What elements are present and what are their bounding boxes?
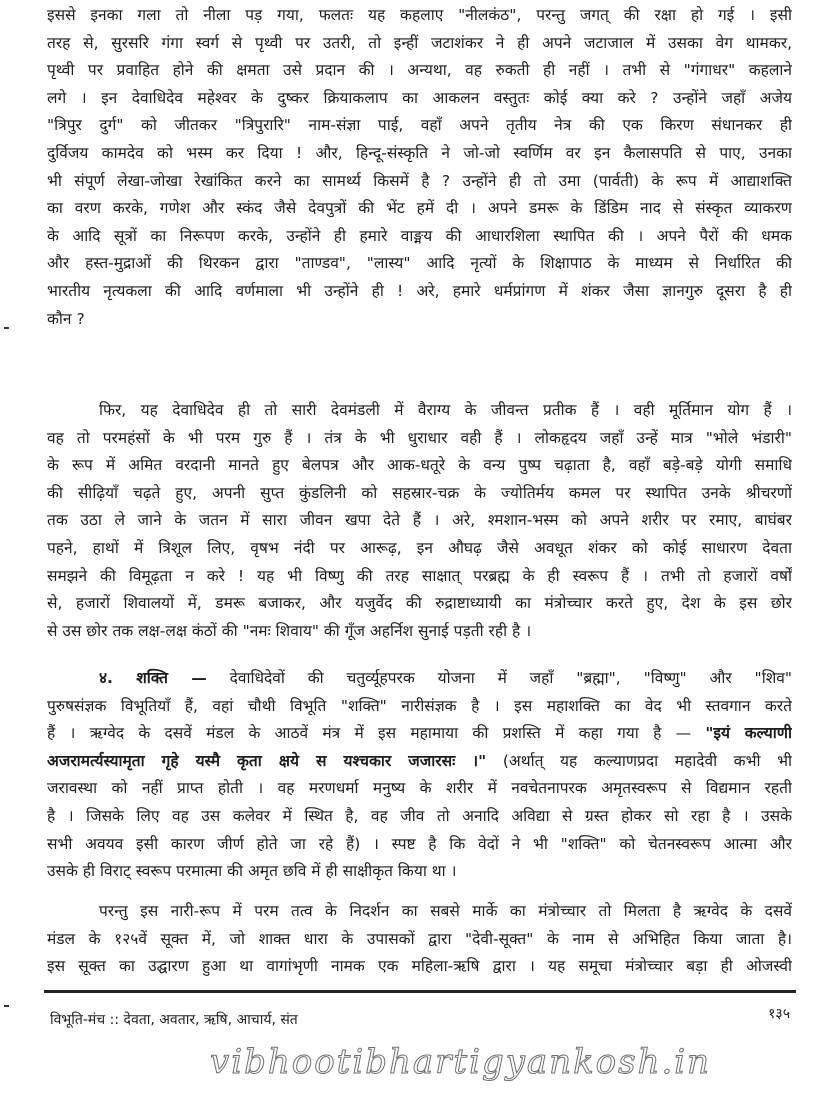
paragraph (47, 665, 792, 886)
bold-text: ४. शक्ति — (99, 669, 207, 687)
text-line (47, 535, 792, 563)
text-segment: हैं । ऋग्वेद के दसवें मंडल के आठवें मंत्र में इस महामाया की प्रशस्ति में कहा गया है — (47, 724, 706, 743)
text-segment: (अर्थात् यह कल्याणप्रदा महादेवी कभी भी (486, 751, 792, 770)
text-segment: देवाधिदेवों की चतुर्व्यूहपरक योजना में जहाँ "ब्रह्मा", "विष्णु" और "शिव" (206, 669, 792, 687)
text-line (47, 665, 792, 693)
text-segment: की सीढ़ियाँ चढ़ते हुए, अपनी सुप्त कुंडलिनी को सहस्रार-चक्र के ज्योतिर्मय कमल पर स्थापित उनके श्रीचरणों (47, 483, 792, 502)
bold-text: "इयं कल्याणी (705, 724, 792, 743)
text-segment: जरावस्था को नहीं प्राप्त होती । वह मरणधर्मा मनुष्य के शरीर में नवचेतनापरक अमृतस्वरूप से विद्यमान रहती (47, 779, 792, 798)
text-line (47, 693, 792, 721)
text-segment: कौन ? (47, 309, 85, 328)
text-segment: पुरुषसंज्ञक विभूतियाँ हैं, वहां चौथी विभूति "शक्ति" नारीसंज्ञक है । इस महाशक्ति का वेद भी स्तवगान करते (47, 696, 792, 715)
text-segment: से, हजारों शिवालयों में, डमरू बजाकर, और यजुर्वेद की रुद्राष्टाध्यायी का मंत्रोच्चार करते हुए, देश के इस छोर (47, 594, 792, 613)
scan-mark (4, 1005, 9, 1007)
text-segment: है । जिसके लिए वह उस कलेवर में स्थित है, वह जीव तो अनादि अविद्या से ग्रस्त होकर सो रहा है । उसके (47, 806, 792, 825)
text-line (47, 775, 792, 803)
text-segment: दुर्विजय कामदेव को भस्म कर दिया ! और, हिन्दू-संस्कृति ने जो-जो स्वर्णिम वर इन कैलासपति से पाए, उनका (47, 143, 792, 162)
text-segment: तक उठा ले जाने के जतन में सारा जीवन खपा देते हैं । अरे, श्मशान-भस्म को अपने शरीर पर रमाए, बाघंबर (47, 511, 792, 530)
text-line (47, 112, 792, 140)
paragraph (47, 2, 792, 333)
text-segment: के रूप में अमित वरदानी मानते हुए बेलपत्र और आक-धतूरे के वन्य पुष्प चढ़ाता है, वहाँ बड़े-बड़े योगी समाधि (47, 456, 792, 475)
text-line (47, 223, 792, 251)
text-segment: समझने की विमूढ़ता न करे ! यह भी विष्णु की तरह साक्षात् परब्रह्म के ही स्वरूप हैं । तभी तो हजारों वर्षों (47, 566, 792, 585)
footer-rule (44, 990, 796, 993)
text-segment: "त्रिपुर दुर्ग" को जीतकर "त्रिपुरारि" नाम-संज्ञा पाई, वहाँ अपने तृतीय नेत्र की एक किरण संधानकर ही (47, 116, 792, 135)
text-segment: पृथ्वी पर प्रवाहित होने की क्षमता उसे प्रदान की । अन्यथा, वह रुकती ही नहीं । तभी से "गंगाधर" कहलाने (47, 61, 792, 80)
text-line (47, 720, 792, 748)
scan-mark (4, 327, 9, 329)
page-number: १३५ (768, 1006, 790, 1022)
text-line (47, 480, 792, 508)
text-line (47, 590, 792, 618)
text-segment: फिर, यह देवाधिदेव ही तो सारी देवमंडली में वैराग्य के जीवन्त प्रतीक हैं । वही मूर्तिमान योग हैं । (99, 401, 792, 419)
text-segment: से उस छोर तक लक्ष-लक्ष कंठों की "नमः शिवाय" की गूँज अहर्निश सुनाई पड़ती रही है । (47, 621, 532, 640)
text-line (47, 2, 792, 30)
text-line (47, 30, 792, 58)
page-footer (50, 1004, 790, 1030)
text-line (47, 425, 792, 453)
text-segment: मंडल के १२५वें सूक्त में, जो शाक्त धारा के उपासकों द्वारा "देवी-सूक्त" के नाम से अभिहित किया जाता है। (47, 929, 792, 948)
paragraph (47, 397, 792, 645)
text-line (47, 898, 792, 926)
text-line (47, 140, 792, 168)
text-line (47, 250, 792, 278)
text-line (47, 57, 792, 85)
text-line (47, 926, 792, 954)
text-segment: तरह से, सुरसरि गंगा स्वर्ग से पृथ्वी पर उतरी, तो इन्हीं जटाशंकर ने ही अपने जटाजाल में उसका वेग थामकर, (47, 33, 792, 52)
text-segment: परन्तु इस नारी-रूप में परम तत्व के निदर्शन का सबसे मार्के का मंत्रोच्चार तो मिलता है ऋग्वेद के दसवें (99, 902, 792, 920)
text-segment: के आदि सूत्रों का निरूपण करके, उन्होंने ही हमारे वाङ्मय की आधारशिला स्थापित की । अपने पैरों की धमक (47, 226, 792, 245)
text-line (47, 748, 792, 776)
watermark: vibhootibhartigyankosh.in (210, 1042, 712, 1082)
text-segment: सभी अवयव इसी कारण जीर्ण होते जा रहे हैं) । स्पष्ट है कि वेदों ने भी "शक्ति" को चेतनस्वरूप आत्मा और (47, 834, 792, 853)
text-segment: का वरण करके, गणेश और स्कंद जैसे देवपुत्रों की भेंट हमें दी । अपने डमरू के डिंडिम नाद से संस्कृत व्याकरण (47, 199, 792, 218)
text-segment: लगे । इन देवाधिदेव महेश्वर के दुष्कर क्रियाकलाप का आकलन वस्तुतः कोई क्या करे ? उन्होंने जहाँ अजेय (47, 88, 792, 107)
text-segment: पहने, हाथों में त्रिशूल लिए, वृषभ नंदी पर आरूढ़, इन औघढ़ जैसे अवधूत शंकर को कोई साधारण देवता (47, 538, 792, 557)
text-segment: और हस्त-मुद्राओं की थिरकन द्वारा "ताण्डव", "लास्य" आदि नृत्यों के शिक्षापाठ के माध्यम से निर्धारित की (47, 254, 792, 273)
text-segment: भी संपूर्ण लेखा-जोखा रेखांकित करने का सामर्थ्य किसमें है ? उन्होंने ही तो उमा (पार्वती) के रूप में आद्याशक्ति (47, 171, 792, 190)
text-line (47, 397, 792, 425)
text-line (47, 452, 792, 480)
running-title: विभूति-मंच :: देवता, अवतार, ऋषि, आचार्य, संत (50, 1012, 298, 1028)
text-line (47, 831, 792, 859)
text-segment: वह तो परमहंसों के भी परम गुरु हैं । तंत्र के भी धुराधार वही हैं । लोकहृदय जहाँ उन्हें मात्र "भोले भंडारी" (47, 428, 792, 447)
text-line (47, 85, 792, 113)
text-line (47, 953, 792, 981)
text-line (47, 563, 792, 591)
text-line (47, 168, 792, 196)
text-line (47, 858, 792, 886)
text-line (47, 618, 792, 646)
text-line (47, 278, 792, 306)
text-segment: भारतीय नृत्यकला की आदि वर्णमाला भी उन्होंने ही ! अरे, हमारे धर्मप्रांगण में शंकर जैसा ज्ञानगुरु दूसरा है ही (47, 281, 792, 300)
text-line (47, 306, 792, 334)
text-segment: इससे इनका गला तो नीला पड़ गया, फलतः यह कहलाए "नीलकंठ", परन्तु जगत् की रक्षा हो गई । इसी (47, 6, 792, 24)
text-segment: इस सूक्त का उद्घारण हुआ था वागांभृणी नामक एक महिला-ऋषि द्वारा । यह समूचा मंत्रोच्चार बड़ा ही ओजस्वी (47, 957, 792, 976)
text-line (47, 195, 792, 223)
paragraph (47, 898, 792, 981)
text-line (47, 507, 792, 535)
text-segment: उसके ही विराट् स्वरूप परमात्मा की अमृत छवि में ही साक्षीकृत किया था । (47, 862, 457, 881)
text-line (47, 803, 792, 831)
bold-text: अजरामर्त्यस्यामृता गृहे यस्मै कृता क्षये स यश्चकार जजारसः ।" (47, 751, 487, 770)
